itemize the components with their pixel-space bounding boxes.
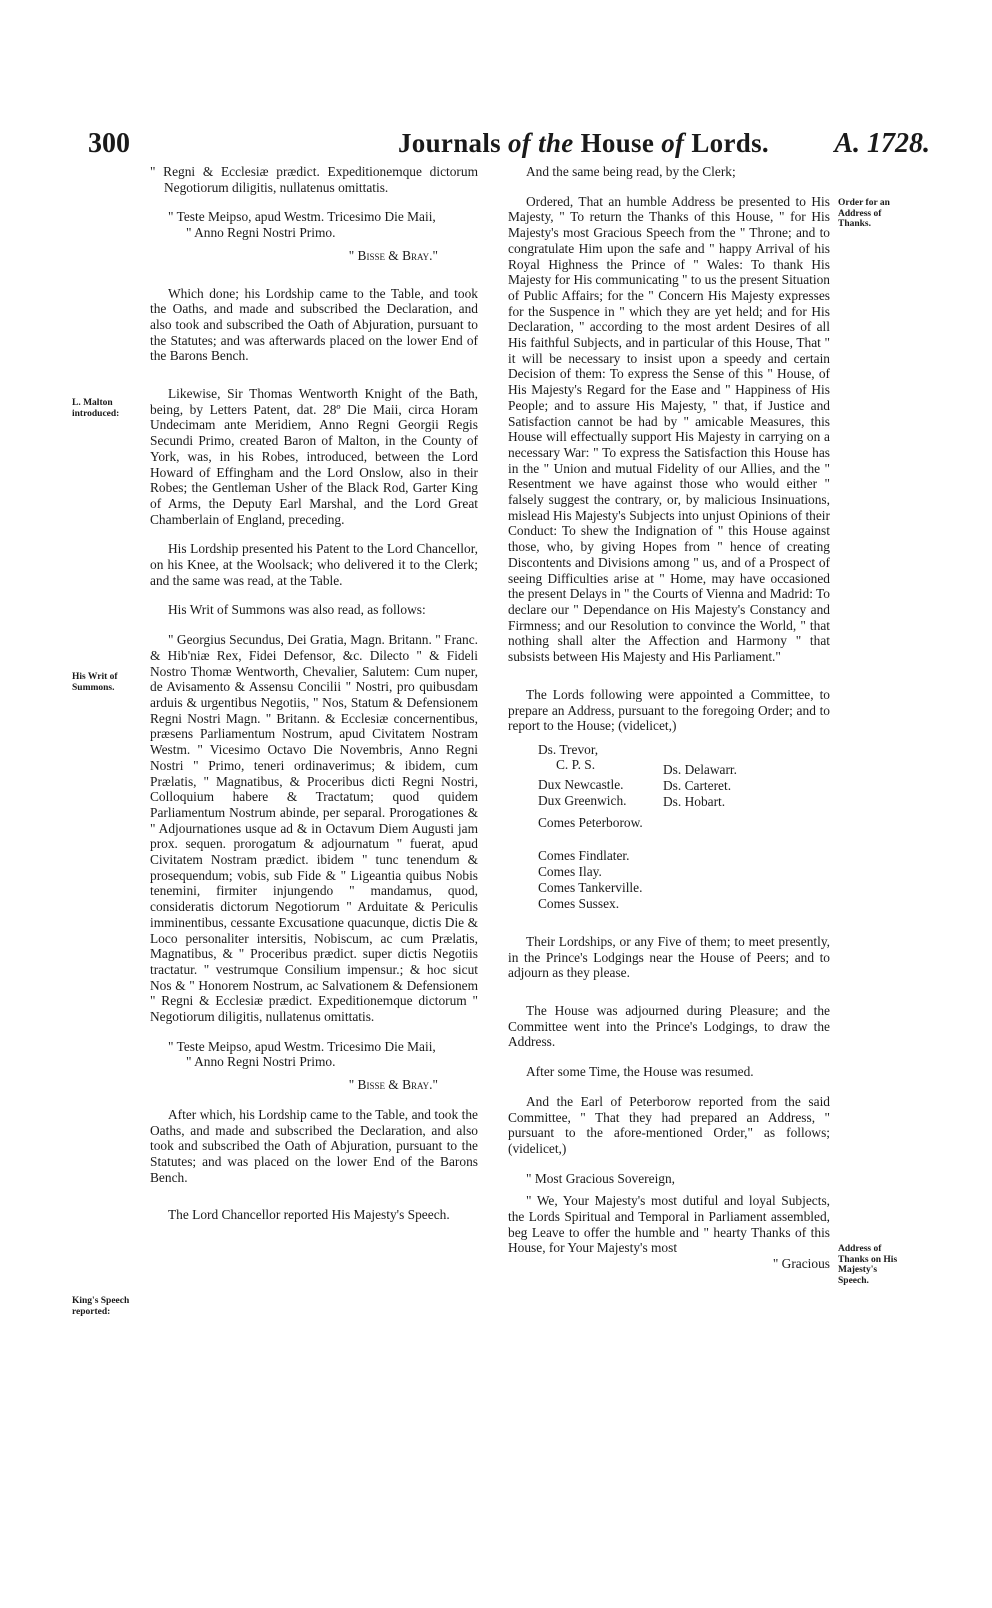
teste-line: " Anno Regni Nostri Primo.	[186, 1054, 336, 1070]
paragraph: His Writ of Summons was also read, as follows:	[168, 602, 426, 618]
paragraph: The Lord Chancellor reported His Majesty's Speech.	[168, 1207, 450, 1223]
signature: " Bisse & Bray."	[348, 247, 438, 263]
margin-note-writ: His Writ of Summons.	[72, 672, 118, 693]
page-header	[60, 128, 930, 168]
committee-name: Dux Newcastle.	[538, 776, 624, 792]
paragraph: And the Earl of Peterborow reported from the said Committee, " That they had prepared an Address, " pursuant to the afore-mentioned Order," as follows; (videlicet,)	[508, 1093, 830, 1156]
catchword: " Gracious	[772, 1256, 830, 1272]
teste-line: " Anno Regni Nostri Primo.	[186, 225, 336, 241]
committee-name: C. P. S.	[556, 756, 596, 772]
paragraph: The House was adjourned during Pleasure; and the Committee went into the Prince's Lodgings, to draw the Address.	[508, 1003, 830, 1050]
running-title: Journals of the House of Lords.	[398, 128, 769, 158]
paragraph: Their Lordships, or any Five of them; to meet presently, in the Prince's Lodgings near the House of Peers; and to adjourn as they please.	[508, 933, 830, 981]
committee-name: Ds. Carteret.	[663, 777, 732, 793]
committee-paragraph: The Lords following were appointed a Committee, to prepare an Address, pursuant to the foregoing Order; and to report to the House; (videlicet,)	[508, 686, 830, 734]
margin-note-order-address: Order for an Address of Thanks.	[838, 198, 890, 229]
writ-text: " Georgius Secundus, Dei Gratia, Magn. Britann. " Franc. & Hib'niæ Rex, Fidei Defensor, &c. Dilecto " & Fideli Nostro Thomæ Wentworth, Chevalier, Salutem: Cum nuper, de Avisamento & Assensu Concilii " Nostri, pro quibusdam arduis & urgentibus Negotiis, " Nos, Statum & Defensionem Regni Nostri Magn. " Britann. & Ecclesiæ concernentibus, præsens Parliamentum Nostrum, apud Civitatem Nostram Westm. " Vicesimo Octavo Die Novembris, Anno Regni Nostri " Primo, teneri ordinaverimus; & ibidem, cum Prælatis, " Magnatibus, & Proceribus dicti Regni Nostri, Colloquium habere & Tractatum; quod quidem Parliamentum Nostrum abinde, per separal. Prorogationes & " Adjournationes usque ad & in Octavum Diem Augusti jam prox. sequen. prorogatum & adjournatum " fuerat, apud Civitatem Nostram prædict. ibidem " tunc tenendum & prosequendum; vobis, sub Fide & " Ligeantia quibus Nobis tenemini, firmiter injungendo " mandamus, quod, consideratis dictorum Negotiorum " Arduitate & Periculis imminentibus, cessante Excusatione quacunque, dictis Die & Loco personaliter intersitis, Nobiscum, ac cum Prælatis, Magnatibus, & " Proceribus prædict. super dictis Negotiis tractatur. " vestrumque Consilium impensur.; & hoc sicut Nos & " Honorem Nostrum, ac Salvationem & Defensionem " Regni & Ecclesiæ prædict. Expeditionemque dictorum " Negotiorum diligitis, nullatenus omittatis.	[150, 632, 478, 1025]
committee-name: Comes Sussex.	[538, 895, 620, 911]
committee-name: Ds. Trevor,	[538, 741, 599, 757]
address-text: " We, Your Majesty's most dutiful and loyal Subjects, the Lords Spiritual and Temporal in Parliament assembled, beg Leave to offer the humble and " hearty Thanks of this House, for Your Majesty's most	[508, 1193, 830, 1256]
margin-note-kings-speech: King's Speech reported:	[72, 1296, 130, 1317]
salutation: " Most Gracious Sovereign,	[526, 1170, 676, 1186]
order-paragraph: Ordered, That an humble Address be presented to His Majesty, " To return the Thanks of this House, " for His Majesty's most Gracious Speech from the " Throne; and to congratulate Him upon the safe and " happy Arrival of his Royal Highness the Prince of " Wales: To thank His Majesty for His communicating " to us the present Situation of Public Affairs; for the " Concern His Majesty expresses for the Suspence in " which they are yet held; and for His Declaration, " according to the most ardent Desires of all His faithful Subjects, and in particular of this House, That " it will be necessary to insist upon a speedy and certain Decision of them: To express the Sense of this " House, of His Majesty's Regard for the Ease and " Happiness of His People; and to assure His Majesty, " that, if Justice and Satisfaction cannot be had by " amicable Measures, this House will effectually support His Majesty in carrying on a necessary War: " To express the Satisfaction this House has in the " Union and mutual Fidelity of our Allies, and the " Resentment we have against those who would either " falsely suggest the contrary, or, by malicious Insinuations, mislead His Majesty's Subjects into unjust Opinions of their Conduct: To shew the Indignation of " this House against those, who, by giving Hopes from " hence of creating Discontents and Divisions among " us, and of a Prospect of seeing Difficulties arise at " Home, may have occasioned the present Delays in " the Courts of Vienna and Madrid: To declare our " Dependance on His Majesty's Constancy and Firmness; and our Resolution to convince the World, " that nothing shall alter the Affection and Harmony " that subsists between His Majesty and His Parliament."	[508, 193, 830, 665]
committee-names	[508, 742, 830, 920]
left-column	[150, 164, 478, 1223]
committee-name: Ds. Delawarr.	[663, 761, 737, 777]
committee-name: Comes Peterborow.	[538, 814, 643, 830]
paragraph: His Lordship presented his Patent to the Lord Chancellor, on his Knee, at the Woolsack; who delivered it to the Clerk; and the same was read, at the Table.	[150, 541, 478, 588]
committee-name: Comes Findlater.	[538, 847, 630, 863]
paragraph: After which, his Lordship came to the Table, and took the Oaths, and made and subscribed the Declaration, and also took and subscribed the Oath of Abjuration, pursuant to the Statutes; and was placed on the lower End of the Barons Bench.	[150, 1106, 478, 1185]
teste-line: " Teste Meipso, apud Westm. Tricesimo Die Maii,	[168, 1038, 436, 1054]
committee-name: Ds. Hobart.	[663, 793, 726, 809]
paragraph: After some Time, the House was resumed.	[526, 1064, 754, 1080]
margin-note-malton: L. Malton introduced:	[72, 398, 120, 419]
paragraph: Which done; his Lordship came to the Table, and took the Oaths, and made and subscribed the Declaration, and also took and subscribed the Oath of Abjuration, pursuant to the Statutes; and was afterwards placed on the lower End of the Barons Bench.	[150, 285, 478, 364]
teste-line: " Teste Meipso, apud Westm. Tricesimo Die Maii,	[168, 209, 436, 225]
margin-note-address-thanks: Address of Thanks on His Majesty's Speech.	[838, 1244, 898, 1286]
page-number: 300	[88, 128, 130, 159]
committee-name: Dux Greenwich.	[538, 792, 627, 808]
right-column	[508, 164, 830, 1272]
committee-name: Comes Tankerville.	[538, 879, 643, 895]
signature: " Bisse & Bray."	[348, 1077, 438, 1093]
paragraph: And the same being read, by the Clerk;	[526, 164, 736, 179]
paragraph: Likewise, Sir Thomas Wentworth Knight of the Bath, being, by Letters Patent, dat. 28º Die Maii, circa Horam Undecimam ante Meridiem, Anno Regni Georgii Regis Secundi Primo, created Baron of Malton, in the County of York, was, in his Robes, introduced, between the Lord Howard of Effingham and the Lord Onslow, also in their Robes; the Gentleman Usher of the Black Rod, Garter King of Arms, the Deputy Earl Marshal, and the Lord Great Chamberlain of England, preceding.	[150, 386, 478, 527]
year: A. 1728.	[834, 128, 930, 159]
committee-name: Comes Ilay.	[538, 863, 602, 879]
paragraph: " Regni & Ecclesiæ prædict. Expeditionemque dictorum Negotiorum diligitis, nullatenus omittatis.	[150, 164, 478, 195]
